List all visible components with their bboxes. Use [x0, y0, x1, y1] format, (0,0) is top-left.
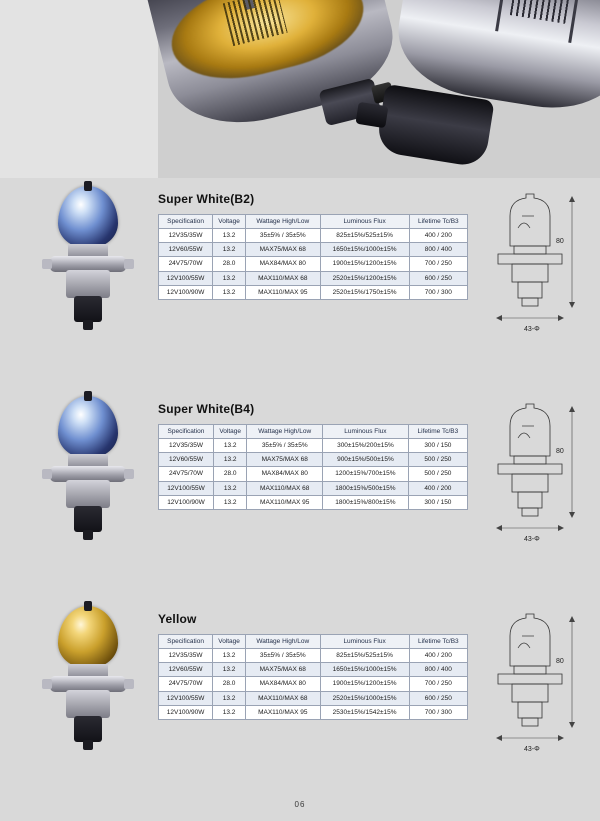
- cell-specification: 12V100/90W: [159, 495, 214, 509]
- cell-luminous-flux: 2520±15%/1750±15%: [320, 285, 409, 299]
- table-row: [159, 649, 468, 663]
- table-row: [159, 677, 468, 691]
- product-section-super-white-b2: [0, 178, 600, 368]
- col-specification: Specification: [159, 635, 213, 649]
- bulb-connector: [74, 506, 102, 532]
- cell-voltage: 13.2: [213, 229, 246, 243]
- table-row: [159, 481, 468, 495]
- bulb-glass-blue: [58, 186, 118, 248]
- cell-voltage: 13.2: [213, 691, 246, 705]
- bulb-glass-amber: [58, 606, 118, 668]
- spec-table: [158, 634, 468, 720]
- cell-specification: 12V100/90W: [159, 705, 213, 719]
- cell-luminous-flux: 900±15%/500±15%: [323, 453, 409, 467]
- bulb-outline-drawing: [488, 606, 588, 756]
- cell-specification: 12V35/35W: [159, 649, 213, 663]
- cell-wattage: MAX110/MAX 95: [246, 285, 320, 299]
- col-lifetime: Lifetime Tc/B3: [409, 215, 467, 229]
- cell-lifetime: 500 / 250: [408, 467, 467, 481]
- bulb-outline-drawing: [488, 186, 588, 336]
- table-row: [159, 663, 468, 677]
- cell-lifetime: 700 / 300: [409, 705, 467, 719]
- cell-specification: 24V75/70W: [159, 467, 214, 481]
- col-luminous-flux: Luminous Flux: [320, 215, 409, 229]
- cell-voltage: 13.2: [213, 705, 246, 719]
- table-row: [159, 495, 468, 509]
- cell-wattage: MAX110/MAX 68: [246, 691, 320, 705]
- cell-lifetime: 500 / 250: [408, 453, 467, 467]
- table-row: [159, 439, 468, 453]
- cell-voltage: 13.2: [213, 495, 246, 509]
- col-voltage: Voltage: [213, 425, 246, 439]
- cell-wattage: MAX75/MAX 68: [247, 453, 323, 467]
- cell-lifetime: 300 / 150: [408, 495, 467, 509]
- cell-luminous-flux: 1650±15%/1000±15%: [320, 243, 409, 257]
- cell-luminous-flux: 300±15%/200±15%: [323, 439, 409, 453]
- cell-wattage: 35±5% / 35±5%: [247, 439, 323, 453]
- bulb-tip: [84, 181, 92, 191]
- drawing-height-label: 80: [556, 238, 564, 245]
- section-title: Super White(B4): [158, 402, 255, 416]
- cell-luminous-flux: 1900±15%/1200±15%: [320, 677, 409, 691]
- cell-voltage: 28.0: [213, 467, 246, 481]
- bulb-glass-blue: [58, 396, 118, 458]
- product-photo-band: [0, 0, 600, 178]
- table-row: [159, 257, 468, 271]
- section-title: Yellow: [158, 612, 197, 626]
- table-header-row: [159, 425, 468, 439]
- cell-luminous-flux: 2520±15%/1200±15%: [320, 271, 409, 285]
- bulb-base: [66, 480, 110, 508]
- cell-wattage: MAX75/MAX 68: [246, 663, 320, 677]
- col-specification: Specification: [159, 425, 214, 439]
- technical-drawing: [488, 186, 588, 346]
- cell-voltage: 13.2: [213, 453, 246, 467]
- cell-luminous-flux: 1900±15%/1200±15%: [320, 257, 409, 271]
- cell-specification: 12V60/55W: [159, 663, 213, 677]
- cell-specification: 12V35/35W: [159, 229, 213, 243]
- drawing-width-label: 43-Φ: [524, 746, 540, 753]
- spec-table: [158, 424, 468, 510]
- cell-wattage: MAX84/MAX 80: [246, 677, 320, 691]
- cell-wattage: MAX110/MAX 68: [246, 271, 320, 285]
- drawing-height-label: 80: [556, 658, 564, 665]
- col-specification: Specification: [159, 215, 213, 229]
- cell-specification: 24V75/70W: [159, 257, 213, 271]
- cell-specification: 12V60/55W: [159, 453, 214, 467]
- lead-wire-right: [568, 0, 582, 43]
- bulb-tip: [84, 601, 92, 611]
- cell-wattage: MAX110/MAX 68: [247, 481, 323, 495]
- table-header-row: [159, 635, 468, 649]
- cell-lifetime: 300 / 150: [408, 439, 467, 453]
- col-luminous-flux: Luminous Flux: [320, 635, 409, 649]
- cell-lifetime: 400 / 200: [408, 481, 467, 495]
- bulb-illustration: [40, 186, 136, 336]
- col-voltage: Voltage: [213, 215, 246, 229]
- col-voltage: Voltage: [213, 635, 246, 649]
- bulb-base: [66, 270, 110, 298]
- table-row: [159, 453, 468, 467]
- cell-luminous-flux: 825±15%/525±15%: [320, 649, 409, 663]
- cell-luminous-flux: 2530±15%/1542±15%: [320, 705, 409, 719]
- cell-lifetime: 400 / 200: [409, 229, 467, 243]
- cell-specification: 24V75/70W: [159, 677, 213, 691]
- product-section-super-white-b4: [0, 388, 600, 578]
- lead-wire-left: [495, 0, 509, 31]
- cell-lifetime: 600 / 250: [409, 271, 467, 285]
- table-row: [159, 271, 468, 285]
- table-row: [159, 691, 468, 705]
- cell-lifetime: 800 / 400: [409, 243, 467, 257]
- col-wattage: Wattage High/Low: [246, 635, 320, 649]
- cell-wattage: MAX84/MAX 80: [246, 257, 320, 271]
- technical-drawing: [488, 606, 588, 766]
- col-luminous-flux: Luminous Flux: [323, 425, 409, 439]
- cell-voltage: 13.2: [213, 649, 246, 663]
- cell-voltage: 28.0: [213, 257, 246, 271]
- cell-specification: 12V60/55W: [159, 243, 213, 257]
- cell-wattage: MAX110/MAX 95: [247, 495, 323, 509]
- cell-specification: 12V35/35W: [159, 439, 214, 453]
- cell-voltage: 28.0: [213, 677, 246, 691]
- col-wattage: Wattage High/Low: [246, 215, 320, 229]
- drawing-width-label: 43-Φ: [524, 326, 540, 333]
- cell-specification: 12V100/55W: [159, 691, 213, 705]
- cell-lifetime: 700 / 300: [409, 285, 467, 299]
- cell-specification: 12V100/90W: [159, 285, 213, 299]
- cell-wattage: MAX84/MAX 80: [247, 467, 323, 481]
- section-title: Super White(B2): [158, 192, 255, 206]
- cell-luminous-flux: 1200±15%/700±15%: [323, 467, 409, 481]
- table-header-row: [159, 215, 468, 229]
- cell-luminous-flux: 1650±15%/1000±15%: [320, 663, 409, 677]
- cell-luminous-flux: 2520±15%/1000±15%: [320, 691, 409, 705]
- photo-left-blank: [0, 0, 158, 178]
- bulb-connector: [74, 716, 102, 742]
- bulb-connector: [74, 296, 102, 322]
- cell-lifetime: 700 / 250: [409, 257, 467, 271]
- table-row: [159, 229, 468, 243]
- cell-luminous-flux: 1800±15%/500±15%: [323, 481, 409, 495]
- bulb-illustration: [40, 396, 136, 546]
- cell-voltage: 13.2: [213, 663, 246, 677]
- col-lifetime: Lifetime Tc/B3: [408, 425, 467, 439]
- col-lifetime: Lifetime Tc/B3: [409, 635, 467, 649]
- cell-voltage: 13.2: [213, 285, 246, 299]
- table-row: [159, 705, 468, 719]
- bulb-outline-drawing: [488, 396, 588, 546]
- cell-specification: 12V100/55W: [159, 481, 214, 495]
- filament-coil-clear: [510, 0, 571, 24]
- cell-wattage: MAX110/MAX 95: [246, 705, 320, 719]
- bulb-illustration: [40, 606, 136, 756]
- cell-lifetime: 400 / 200: [409, 649, 467, 663]
- page-number: 06: [294, 800, 306, 809]
- cell-wattage: 35±5% / 35±5%: [246, 649, 320, 663]
- cell-luminous-flux: 825±15%/525±15%: [320, 229, 409, 243]
- table-row: [159, 243, 468, 257]
- col-wattage: Wattage High/Low: [247, 425, 323, 439]
- cell-specification: 12V100/55W: [159, 271, 213, 285]
- table-row: [159, 467, 468, 481]
- table-row: [159, 285, 468, 299]
- cell-voltage: 13.2: [213, 439, 246, 453]
- technical-drawing: [488, 396, 588, 556]
- cell-wattage: MAX75/MAX 68: [246, 243, 320, 257]
- cell-voltage: 13.2: [213, 481, 246, 495]
- drawing-height-label: 80: [556, 448, 564, 455]
- cell-lifetime: 800 / 400: [409, 663, 467, 677]
- cell-wattage: 35±5% / 35±5%: [246, 229, 320, 243]
- bulb-tip: [84, 391, 92, 401]
- cell-luminous-flux: 1800±15%/800±15%: [323, 495, 409, 509]
- cell-lifetime: 700 / 250: [409, 677, 467, 691]
- product-section-yellow: [0, 598, 600, 788]
- cell-lifetime: 600 / 250: [409, 691, 467, 705]
- drawing-width-label: 43-Φ: [524, 536, 540, 543]
- spec-table: [158, 214, 468, 300]
- cell-voltage: 13.2: [213, 243, 246, 257]
- cell-voltage: 13.2: [213, 271, 246, 285]
- bulb-base: [66, 690, 110, 718]
